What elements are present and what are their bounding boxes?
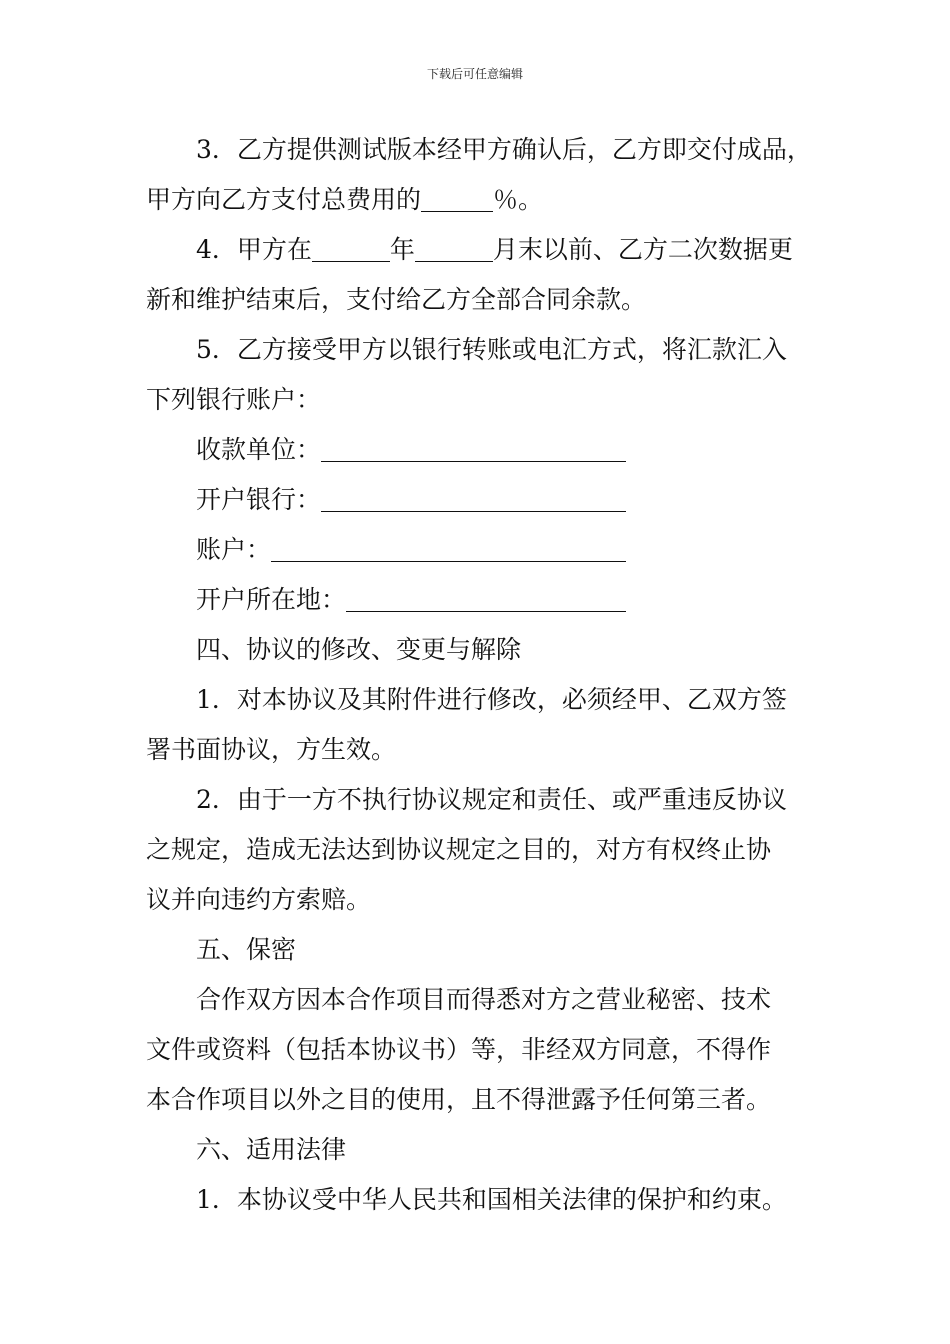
line-text: 1．对本协议及其附件进行修改，必须经甲、乙双方签 <box>196 685 787 714</box>
line-text: 议并向违约方索赔。 <box>146 885 372 914</box>
fill-in-blank[interactable] <box>415 233 493 262</box>
text-line-clause3-line1 <box>146 125 811 175</box>
text-line-s5-para-line3 <box>146 1075 811 1125</box>
line-text: 文件或资料（包括本协议书）等，非经双方同意，不得作 <box>146 1035 772 1064</box>
text-line-s6-clause1-line1 <box>146 1175 811 1225</box>
line-text: 下列银行账户： <box>146 385 322 414</box>
line-text: 账户： <box>196 535 272 564</box>
fill-in-blank[interactable] <box>271 533 626 562</box>
text-line-s5-para-line2 <box>146 1025 811 1075</box>
line-text: 合作双方因本合作项目而得悉对方之营业秘密、技术 <box>196 985 772 1014</box>
line-text: 开户所在地： <box>196 585 347 614</box>
line-text: 月末以前、乙方二次数据更 <box>492 235 793 264</box>
line-text: 署书面协议，方生效。 <box>146 735 397 764</box>
text-line-bank-field <box>146 475 811 525</box>
text-line-s4-clause2-line2 <box>146 825 811 875</box>
line-text: 年 <box>389 235 415 264</box>
line-text: 3．乙方提供测试版本经甲方确认后，乙方即交付成品， <box>196 135 812 164</box>
text-line-clause5-line2 <box>146 375 811 425</box>
text-line-section5-heading <box>146 925 811 975</box>
line-text: 六、适用法律 <box>196 1135 347 1164</box>
text-line-section4-heading <box>146 625 811 675</box>
fill-in-blank[interactable] <box>421 183 493 212</box>
text-line-bank-location-field <box>146 575 811 625</box>
text-line-s4-clause2-line1 <box>146 775 811 825</box>
line-text: 新和维护结束后，支付给乙方全部合同余款。 <box>146 285 647 314</box>
line-text: 开户银行： <box>196 485 322 514</box>
fill-in-blank[interactable] <box>321 433 626 462</box>
line-text: 甲方向乙方支付总费用的 <box>146 185 422 214</box>
line-text: ％。 <box>493 185 544 214</box>
text-line-clause3-line2 <box>146 175 811 225</box>
text-line-section6-heading <box>146 1125 811 1175</box>
text-line-clause4-line1 <box>146 225 811 275</box>
text-line-s4-clause1-line2 <box>146 725 811 775</box>
text-line-s4-clause1-line1 <box>146 675 811 725</box>
line-text: 4．甲方在 <box>196 235 312 264</box>
text-line-s4-clause2-line3 <box>146 875 811 925</box>
text-line-s5-para-line1 <box>146 975 811 1025</box>
document-body <box>146 125 811 1225</box>
text-line-payee-field <box>146 425 811 475</box>
text-line-clause4-line2 <box>146 275 811 325</box>
line-text: 2．由于一方不执行协议规定和责任、或严重违反协议 <box>196 785 787 814</box>
line-text: 收款单位： <box>196 435 322 464</box>
text-line-account-field <box>146 525 811 575</box>
line-text: 本合作项目以外之目的使用，且不得泄露予任何第三者。 <box>146 1085 772 1114</box>
line-text: 四、协议的修改、变更与解除 <box>196 635 522 664</box>
fill-in-blank[interactable] <box>312 233 390 262</box>
line-text: 五、保密 <box>196 935 297 964</box>
page-header: 下载后可任意编辑 <box>426 67 523 81</box>
text-line-clause5-line1 <box>146 325 811 375</box>
line-text: 1．本协议受中华人民共和国相关法律的保护和约束。 <box>196 1185 787 1214</box>
line-text: 5．乙方接受甲方以银行转账或电汇方式，将汇款汇入 <box>196 335 787 364</box>
fill-in-blank[interactable] <box>321 483 626 512</box>
fill-in-blank[interactable] <box>346 583 626 612</box>
line-text: 之规定，造成无法达到协议规定之目的，对方有权终止协 <box>146 835 772 864</box>
